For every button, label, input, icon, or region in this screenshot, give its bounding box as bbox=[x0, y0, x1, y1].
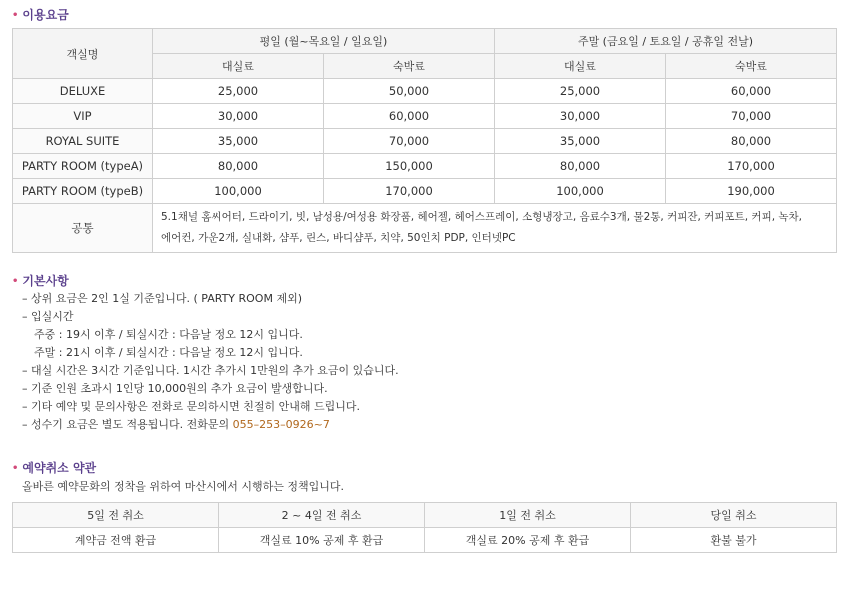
cancel-value: 환불 불가 bbox=[631, 528, 837, 553]
table-row bbox=[13, 129, 837, 154]
weekend-night-rate: 170,000 bbox=[666, 154, 837, 179]
bullet-icon: • bbox=[12, 463, 19, 474]
basics-section-title: • 기본사항 bbox=[12, 274, 69, 288]
common-amenities-row bbox=[13, 204, 837, 253]
weekday-night-rate: 150,000 bbox=[324, 154, 495, 179]
cancel-value: 객실료 10% 공제 후 환급 bbox=[219, 528, 425, 553]
weekday-day-rate: 25,000 bbox=[153, 79, 324, 104]
common-amenities bbox=[153, 204, 837, 253]
note-line: – 기타 예약 및 문의사항은 전화로 문의하시면 친절히 안내해 드립니다. bbox=[22, 400, 360, 413]
weekend-night-rate: 190,000 bbox=[666, 179, 837, 204]
cancel-header: 2 ~ 4일 전 취소 bbox=[219, 503, 425, 528]
cancel-value: 객실료 20% 공제 후 환급 bbox=[425, 528, 631, 553]
room-name: ROYAL SUITE bbox=[13, 129, 153, 154]
bullet-icon: • bbox=[12, 276, 19, 287]
weekday-header: 평일 (월~목요일 / 일요일) bbox=[153, 29, 495, 54]
table-row bbox=[13, 179, 837, 204]
note-line: – 성수기 요금은 별도 적용됩니다. 전화문의 055–253–0926~7 bbox=[22, 418, 330, 431]
note-line: – 입실시간 bbox=[22, 310, 74, 323]
weekend-day-rate: 30,000 bbox=[495, 104, 666, 129]
cancel-section-title: • 예약취소 약관 bbox=[12, 461, 97, 475]
note-line: 주중 : 19시 이후 / 퇴실시간 : 다음날 정오 12시 입니다. bbox=[34, 328, 303, 341]
phone-number: 055–253–0926~7 bbox=[232, 418, 330, 431]
weekday-night-rate: 170,000 bbox=[324, 179, 495, 204]
note-line: – 기준 인원 초과시 1인당 10,000원의 추가 요금이 발생합니다. bbox=[22, 382, 328, 395]
weekend-night-rate: 60,000 bbox=[666, 79, 837, 104]
room-name: VIP bbox=[13, 104, 153, 129]
cancel-value: 계약금 전액 환급 bbox=[13, 528, 219, 553]
cancel-header: 당일 취소 bbox=[631, 503, 837, 528]
note-line: – 상위 요금은 2인 1실 기준입니다. ( PARTY ROOM 제외) bbox=[22, 292, 302, 305]
cancel-table bbox=[12, 502, 837, 553]
bullet-icon: • bbox=[12, 10, 19, 21]
weekday-day-rate-header: 대실료 bbox=[153, 54, 324, 79]
weekend-day-rate-header: 대실료 bbox=[495, 54, 666, 79]
note-line: 주말 : 21시 이후 / 퇴실시간 : 다음날 정오 12시 입니다. bbox=[34, 346, 303, 359]
weekend-day-rate: 25,000 bbox=[495, 79, 666, 104]
weekend-night-rate: 80,000 bbox=[666, 129, 837, 154]
cancel-header-row bbox=[13, 503, 837, 528]
room-name: DELUXE bbox=[13, 79, 153, 104]
weekday-night-rate-header: 숙박료 bbox=[324, 54, 495, 79]
weekday-day-rate: 100,000 bbox=[153, 179, 324, 204]
room-name: PARTY ROOM (typeA) bbox=[13, 154, 153, 179]
amenities-line: 5.1채널 홈씨어터, 드라이기, 빗, 남성용/여성용 화장품, 헤어젤, 헤어스프레이, 소형냉장고, 음료수3개, 물2통, 커피잔, 커피포트, 커피, 녹차, bbox=[161, 211, 803, 223]
room-name: PARTY ROOM (typeB) bbox=[13, 179, 153, 204]
weekday-day-rate: 80,000 bbox=[153, 154, 324, 179]
table-row bbox=[13, 154, 837, 179]
table-row bbox=[13, 79, 837, 104]
cancel-header: 1일 전 취소 bbox=[425, 503, 631, 528]
cancel-intro: 올바른 예약문화의 정착을 위하여 마산시에서 시행하는 정책입니다. bbox=[22, 480, 345, 493]
weekend-night-rate-header: 숙박료 bbox=[666, 54, 837, 79]
note-line: – 대실 시간은 3시간 기준입니다. 1시간 추가시 1만원의 추가 요금이 있습니다. bbox=[22, 364, 399, 377]
weekday-night-rate: 50,000 bbox=[324, 79, 495, 104]
weekend-night-rate: 70,000 bbox=[666, 104, 837, 129]
weekend-header: 주말 (금요일 / 토요일 / 공휴일 전날) bbox=[495, 29, 837, 54]
table-row bbox=[13, 104, 837, 129]
weekday-night-rate: 70,000 bbox=[324, 129, 495, 154]
weekend-day-rate: 80,000 bbox=[495, 154, 666, 179]
weekday-night-rate: 60,000 bbox=[324, 104, 495, 129]
common-label: 공통 bbox=[13, 204, 153, 253]
room-column-header: 객실명 bbox=[13, 29, 153, 79]
weekday-day-rate: 35,000 bbox=[153, 129, 324, 154]
weekend-day-rate: 35,000 bbox=[495, 129, 666, 154]
cancel-value-row bbox=[13, 528, 837, 553]
amenities-line: 에어컨, 가운2개, 실내화, 샴푸, 린스, 바디샴푸, 치약, 50인치 PDP, 인터넷PC bbox=[161, 232, 516, 244]
basics-notes bbox=[22, 290, 399, 434]
weekend-day-rate: 100,000 bbox=[495, 179, 666, 204]
cancel-header: 5일 전 취소 bbox=[13, 503, 219, 528]
rate-table bbox=[12, 28, 837, 253]
weekday-day-rate: 30,000 bbox=[153, 104, 324, 129]
rates-section-title: • 이용요금 bbox=[12, 8, 69, 22]
